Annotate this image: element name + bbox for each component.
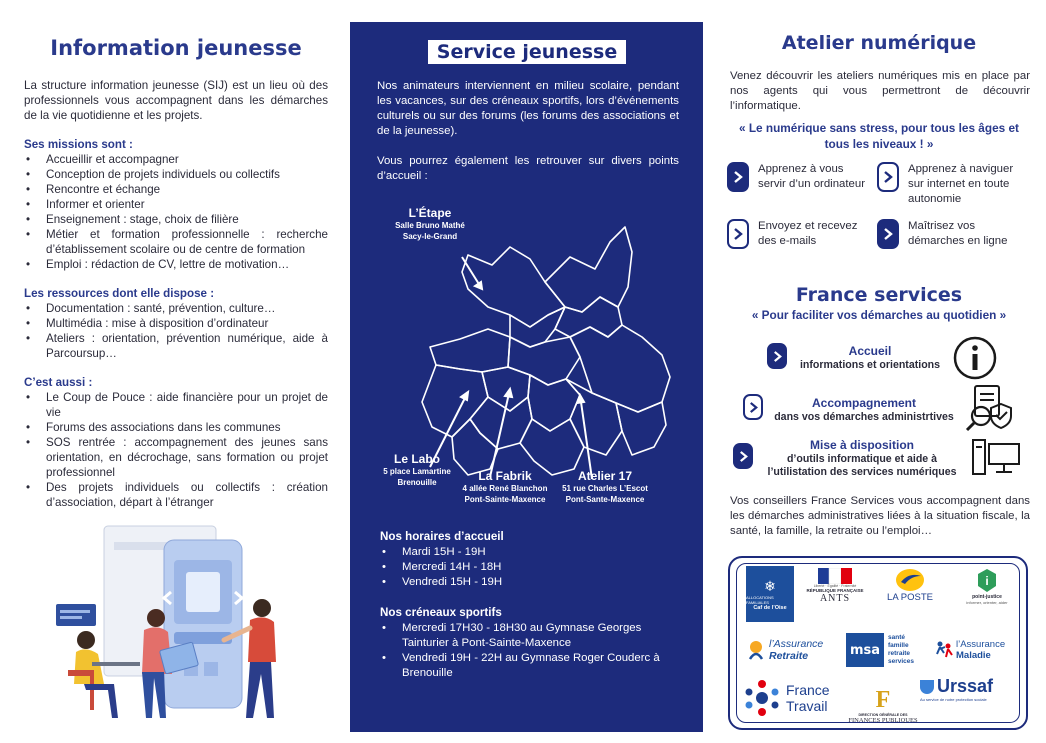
feature-internet: Apprenez à naviguer sur internet en toute autonomie — [877, 162, 1027, 207]
chevron-right-icon — [767, 343, 787, 369]
chevron-right-icon — [727, 162, 749, 192]
list-item: • Vendredi 15H - 19H — [380, 575, 680, 590]
information-jeunesse-column — [24, 36, 328, 525]
france-services-title: France services — [795, 284, 963, 306]
dgfip-f-icon: F — [875, 687, 891, 713]
list-item: • Emploi : rédaction de CV, lettre de motivation… — [24, 257, 328, 272]
service-jeunesse-title: Service jeunesse — [428, 40, 626, 64]
list-item: • Multimédia : mise à disposition d’ordinateur — [24, 316, 328, 331]
fs-mise-a-disposition: Mise à disposition d’outils informatique et aide à l’utilistation des services numériques — [727, 436, 1031, 480]
feature-demarches: Maîtrisez vos démarches en ligne — [877, 219, 1027, 249]
list-item: • Vendredi 19H - 22H au Gymnase Roger Couderc à Brenouille — [380, 651, 680, 681]
place-le-labo: Le Labo 5 place Lamartine Brenouille — [383, 452, 451, 487]
france-travail-logo: France Travail — [742, 676, 842, 720]
atelier-quote: « Le numérique sans stress, pour tous les âges et tous les niveaux ! » — [739, 121, 1019, 151]
la-poste-bird-icon — [895, 568, 925, 592]
chevron-right-icon — [727, 219, 749, 249]
dgfip-logo: F DIRECTION GÉNÉRALE DES FINANCES PUBLIQUES — [848, 687, 918, 724]
list-item: • SOS rentrée : accompagnement des jeunes sans orientation, en décrochage, sans formation ou projet professionnel — [24, 435, 328, 480]
chevron-right-icon — [743, 394, 763, 420]
list-item: • Informer et orienter — [24, 197, 328, 212]
information-jeunesse-title: Information jeunesse — [50, 36, 302, 60]
atelier-numerique-title: Atelier numérique — [781, 32, 977, 54]
ants-logo: Liberté · Égalité · Fraternité RÉPUBLIQUE FRANÇAISE ANTS — [804, 568, 866, 622]
partners-logos-box — [728, 556, 1028, 730]
chevron-right-icon — [877, 219, 899, 249]
list-item: • Le Coup de Pouce : aide financière pour un projet de vie — [24, 390, 328, 420]
feature-ordinateur: Apprenez à vous servir d’un ordinateur — [727, 162, 867, 192]
assurance-retraite-logo: l’Assurance Retraite — [746, 630, 842, 670]
assurance-maladie-logo: l’Assurance Maladie — [934, 630, 1024, 670]
list-item: • Ateliers : orientation, prévention numérique, aide à Parcoursup… — [24, 331, 328, 361]
service-jeunesse-points: Vous pourrez également les retrouver sur divers points d’accueil : — [377, 155, 679, 182]
hours-list — [380, 545, 680, 590]
point-justice-logo: i point-justice informer, orienter, aider — [952, 568, 1022, 620]
urssaf-shield-icon — [920, 680, 934, 694]
sports-list — [380, 621, 680, 681]
fs-accompagnement: Accompagnement dans vos démarches administrtives — [727, 386, 1031, 430]
urssaf-logo: Urssaf Au service de notre protection sociale — [920, 676, 994, 702]
caf-logo: ❄ ALLOCATIONS FAMILIALES Caf de l’Oise — [746, 566, 794, 622]
list-item: • Métier et formation professionnelle : recherche d’établissement scolaire ou de centre de formation — [24, 227, 328, 257]
also-list — [24, 390, 328, 510]
service-jeunesse-intro: Nos animateurs interviennent en milieu scolaire, pendant les vacances, sur des créneaux sportifs, lors d’événements culturels ou sur des forums (les forums des associations et de la jeunesse). — [377, 80, 679, 137]
france-services-text: Vos conseillers France Services vous accompagnent dans les démarches administratives liées à la situation fiscale, la santé, la famille, la retraite ou l’emploi… — [730, 495, 1030, 537]
france-travail-dots-icon — [742, 678, 782, 718]
marianne-flag-icon — [818, 568, 852, 584]
list-item: • Des projets individuels ou collectifs : création d’association, départ à l’étranger — [24, 480, 328, 510]
resources-heading: Les ressources dont elle dispose : — [24, 287, 215, 300]
point-justice-icon — [976, 568, 998, 594]
sports-heading: Nos créneaux sportifs — [380, 606, 502, 619]
la-poste-logo: LA POSTE — [878, 568, 942, 620]
feature-emails: Envoyez et recevez des e-mails — [727, 219, 867, 249]
computer-icon — [971, 438, 1021, 478]
info-icon — [953, 336, 997, 380]
list-item: • Accueillir et accompagner — [24, 152, 328, 167]
missions-list — [24, 152, 328, 272]
hours-heading: Nos horaires d’accueil — [380, 530, 504, 543]
place-atelier-17: Atelier 17 51 rue Charles L’Escot Pont-Sante-Maxence — [562, 469, 648, 504]
running-figures-icon — [934, 640, 954, 660]
list-item: • Enseignement : stage, choix de filière — [24, 212, 328, 227]
atelier-numerique-intro: Venez découvrir les ateliers numériques mis en place par nos agents qui vous permettront de découvrir l’informatique. — [730, 70, 1030, 112]
resources-list — [24, 301, 328, 361]
list-item: • Conception de projets individuels ou collectifs — [24, 167, 328, 182]
snowflake-icon: ❄ — [764, 577, 776, 594]
place-letape: L’Étape Salle Bruno Mathé Sacy-le-Grand — [395, 206, 465, 241]
list-item: • Rencontre et échange — [24, 182, 328, 197]
msa-logo: msa santé famille retraite services — [846, 630, 930, 670]
missions-heading: Ses missions sont : — [24, 138, 133, 151]
list-item: • Mercredi 17H30 - 18H30 au Gymnase Georges Tainturier à Pont-Sainte-Maxence — [380, 621, 680, 651]
list-item: • Mardi 15H - 19H — [380, 545, 680, 560]
people-with-devices-illustration — [56, 520, 288, 730]
service-jeunesse-panel — [350, 22, 703, 732]
list-item: • Forums des associations dans les communes — [24, 420, 328, 435]
sun-figure-icon — [746, 639, 766, 661]
list-item: • Documentation : santé, prévention, culture… — [24, 301, 328, 316]
list-item: • Mercredi 14H - 18H — [380, 560, 680, 575]
svg-text:i: i — [985, 574, 989, 588]
also-heading: C’est aussi : — [24, 376, 93, 389]
sij-intro: La structure information jeunesse (SIJ) est un lieu où des professionnels vous accompagnent dans les démarches de la vie quotidienne et les projets. — [24, 79, 328, 122]
place-la-fabrik: La Fabrik 4 allée René Blanchon Pont-Sainte-Maxence — [462, 469, 548, 504]
france-services-quote: « Pour faciliter vos démarches au quotidien » — [751, 308, 1007, 322]
chevron-right-icon — [877, 162, 899, 192]
chevron-right-icon — [733, 443, 753, 469]
documents-check-icon — [963, 384, 1015, 432]
fs-accueil: Accueil informations et orientations — [727, 336, 1031, 380]
